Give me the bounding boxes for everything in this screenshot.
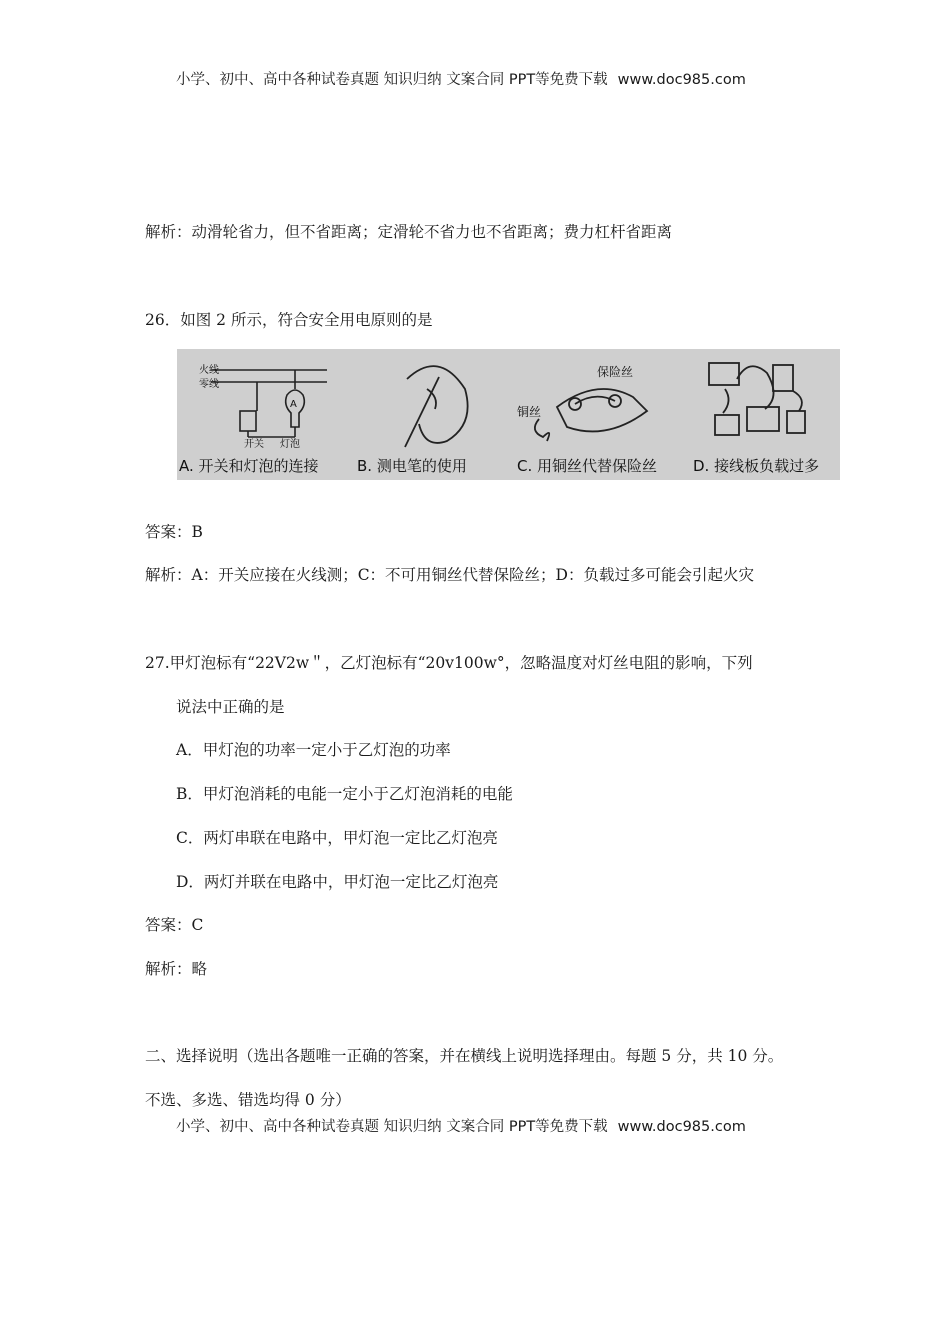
q27-option-d: D．两灯并联在电路中，甲灯泡一定比乙灯泡亮 <box>176 873 499 891</box>
q27-analysis: 解析：略 <box>145 960 208 978</box>
q27-option-c: C．两灯串联在电路中，甲灯泡一定比乙灯泡亮 <box>176 829 498 847</box>
header-url[interactable]: www.doc985.com <box>617 72 746 88</box>
live-wire-label: 火线 <box>199 365 219 376</box>
q27-answer: 答案：C <box>145 916 204 934</box>
caption-a: A. 开关和灯泡的连接 <box>179 457 319 475</box>
header-text: 小学、初中、高中各种试卷真题 知识归纳 文案合同 PPT等免费下载 <box>176 72 608 88</box>
q26-answer: 答案：B <box>145 523 203 541</box>
q25-analysis: 解析：动滑轮省力，但不省距离；定滑轮不省力也不省距离；费力杠杆省距离 <box>145 223 673 241</box>
q26-stem: 26．如图 2 所示，符合安全用电原则的是 <box>145 311 433 329</box>
page-footer <box>176 1117 746 1137</box>
footer-text: 小学、初中、高中各种试卷真题 知识归纳 文案合同 PPT等免费下载 <box>176 1119 608 1135</box>
q27-option-b: B．甲灯泡消耗的电能一定小于乙灯泡消耗的电能 <box>176 785 513 803</box>
q27-option-a: A．甲灯泡的功率一定小于乙灯泡的功率 <box>176 741 451 759</box>
caption-c: C. 用铜丝代替保险丝 <box>517 457 658 475</box>
section2-heading: 二、选择说明（选出各题唯一正确的答案，并在横线上说明选择理由。每题 5 分，共 10 分。 <box>145 1047 784 1065</box>
page-header <box>176 70 746 90</box>
footer-url[interactable]: www.doc985.com <box>617 1119 746 1135</box>
fuse-label: 保险丝 <box>597 365 634 379</box>
switch-label: 开关 <box>244 439 264 450</box>
neutral-wire-label: 零线 <box>199 379 219 390</box>
bulb-mark-label: A <box>290 399 297 410</box>
figure-2 <box>177 349 840 480</box>
copper-wire-label: 铜丝 <box>517 405 542 419</box>
wiring-diagram <box>211 370 327 437</box>
fuse-box-drawing <box>535 389 647 441</box>
section2-heading-cont: 不选、多选、错选均得 0 分） <box>145 1091 351 1109</box>
power-strip-drawing <box>709 363 805 435</box>
q27-stem-line1: 27.甲灯泡标有“22V2w＂，乙灯泡标有“20v100w°，忽略温度对灯丝电阻的影响，下列 <box>145 654 753 672</box>
bulb-label: 灯泡 <box>280 439 300 450</box>
q26-analysis: 解析：A：开关应接在火线测；C：不可用铜丝代替保险丝；D：负载过多可能会引起火灾 <box>145 566 754 584</box>
caption-d: D. 接线板负载过多 <box>693 457 820 475</box>
tester-pen-drawing <box>405 366 468 447</box>
caption-b: B. 测电笔的使用 <box>357 457 467 475</box>
q27-stem-line2: 说法中正确的是 <box>176 698 285 716</box>
